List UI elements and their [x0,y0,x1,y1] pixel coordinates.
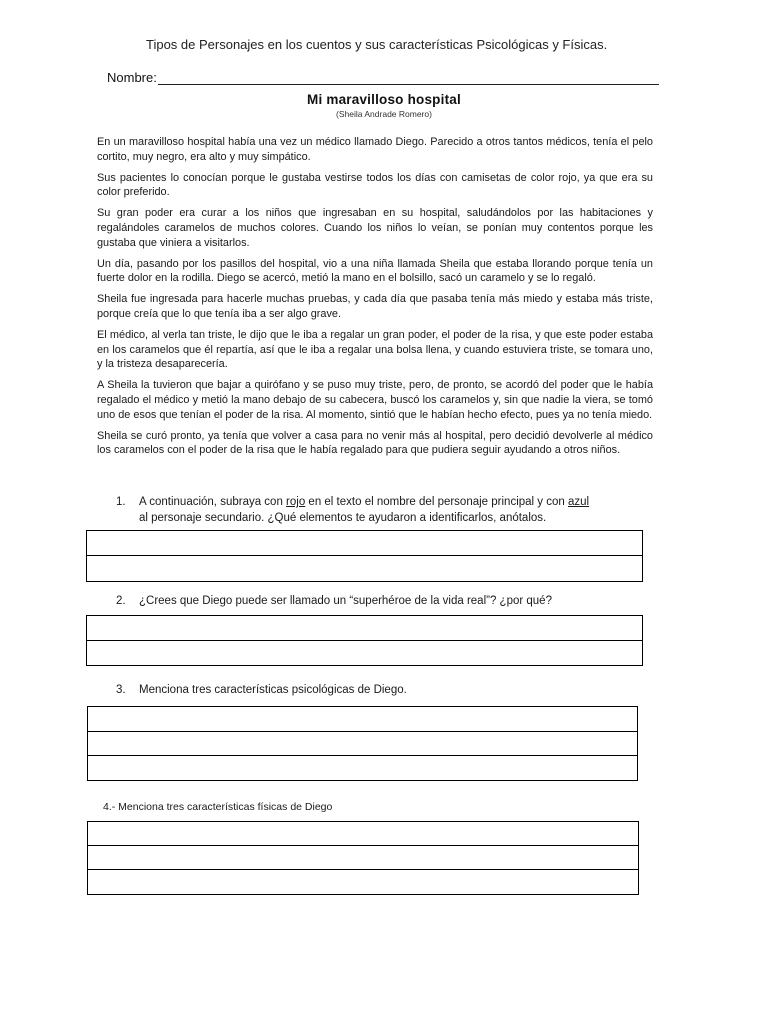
question-text: Menciona tres características psicológicas de Diego. [139,684,407,696]
answer-box-4 [87,821,639,895]
question-number: 3. [116,684,126,696]
question-number: 2. [116,595,126,607]
question-text: ¿Crees que Diego puede ser llamado un “superhéroe de la vida real”? ¿por qué? [139,595,552,607]
story-text [97,135,653,464]
answer-line[interactable] [87,616,642,641]
story-author: (Sheila Andrade Romero) [336,109,432,119]
story-paragraph: Sheila se curó pronto, ya tenía que volver a casa para no venir más al hospital, pero decidió devolverle al médico los caramelos con el poder de la risa que le había regalado para que pudiera seguir ayudando a otros niños. [97,429,653,457]
answer-line[interactable] [87,531,642,556]
answer-line[interactable] [88,732,637,756]
answer-line[interactable] [87,641,642,665]
answer-line[interactable] [88,870,638,894]
name-field[interactable] [107,70,659,85]
name-underline[interactable] [158,71,659,85]
story-paragraph: Sus pacientes lo conocían porque le gustaba vestirse todos los días con camisetas de color rojo, ya que era su color preferido. [97,171,653,199]
question-number: 1. [116,496,126,508]
question-4 [103,800,643,816]
answer-line[interactable] [88,846,638,870]
story-paragraph: Su gran poder era curar a los niños que ingresaban en su hospital, saludándolos por las habitaciones y regalándoles caramelos de muchos colores. Cuando los niños lo veían, se ponían muy contentos porque les gustaba que viniera a visitarlos. [97,207,653,249]
answer-line[interactable] [88,822,638,846]
answer-line[interactable] [87,556,642,581]
story-paragraph: El médico, al verla tan triste, le dijo que le iba a regalar un gran poder, el poder de la risa, y que este poder estaba en los caramelos que él repartía, así que le iba a regalar una bolsa llena, y cuando estuviera triste, se tomara uno, y la tristeza desaparecería. [97,329,653,371]
story-title: Mi maravilloso hospital [307,92,461,107]
answer-box-1 [86,530,643,582]
answer-box-2 [86,615,643,666]
question-text: A continuación, subraya con rojo en el texto el nombre del personaje principal y con azul al personaje secundario. ¿Qué elementos te ayudaron a identificarlos, anótalos. [139,496,590,524]
keyword-azul: azul [567,496,590,508]
worksheet-title: Tipos de Personajes en los cuentos y sus características Psicológicas y Físicas. [146,37,608,52]
story-paragraph: En un maravilloso hospital había una vez un médico llamado Diego. Parecido a otros tantos médicos, tenía el pelo cortito, muy negro, era alto y muy simpático. [97,136,653,163]
name-label: Nombre: [107,70,157,85]
answer-line[interactable] [88,707,637,732]
answer-box-3 [87,706,638,781]
keyword-rojo: rojo [286,496,306,508]
story-paragraph: A Sheila la tuvieron que bajar a quirófano y se puso muy triste, pero, de pronto, se acordó del poder que le había regalado el médico y metió la mano debajo de su cabecera, buscó los caramelos y, sin que nadie la viera, se tomó uno de esos que tenían el poder de la risa. Al momento, sintió que le habían hecho efecto, pues ya no tenía miedo. [97,379,653,421]
question-text: 4.- Menciona tres características físicas de Diego [103,801,333,813]
story-paragraph: Sheila fue ingresada para hacerle muchas pruebas, y cada día que pasaba tenía más miedo y estaba más triste, porque creía que lo que tenía iba a ser algo grave. [97,293,653,320]
story-paragraph: Un día, pasando por los pasillos del hospital, vio a una niña llamada Sheila que estaba llorando porque tenía un fuerte dolor en la rodilla. Diego se acercó, metió la mano en el bolsillo, sacó un caramelo y se lo regaló. [97,257,653,285]
answer-line[interactable] [88,756,637,780]
